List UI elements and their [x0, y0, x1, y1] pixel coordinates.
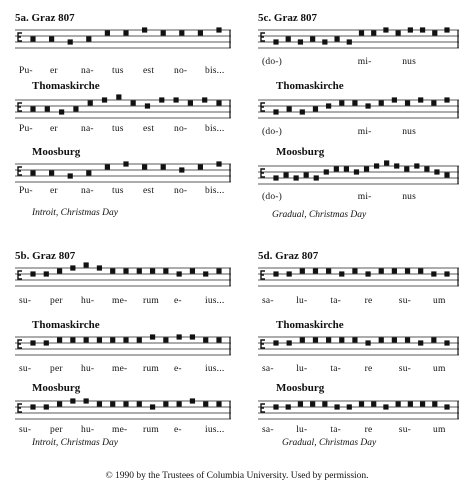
neume-note [414, 163, 419, 168]
music-staff [15, 24, 235, 48]
neume-note [420, 27, 425, 32]
neume-note [396, 30, 401, 35]
neume-note [84, 337, 89, 342]
lyric-syllable: um [433, 296, 446, 306]
lyric-syllable: e- [174, 364, 182, 374]
c-clef [261, 404, 265, 412]
neume-note [347, 404, 352, 409]
neume-note [444, 404, 449, 409]
lyric-syllable: e- [174, 425, 182, 435]
source-label: Thomaskirche [32, 319, 100, 331]
neume-note [163, 337, 168, 342]
neume-note [434, 169, 439, 174]
neume-note [110, 401, 115, 406]
neume-note [273, 404, 278, 409]
neume-note [371, 30, 376, 35]
neume-note [57, 337, 62, 342]
example-caption: Gradual, Christmas Day [282, 438, 377, 448]
music-staff [15, 331, 235, 355]
lyric-syllable: nus [402, 127, 417, 137]
lyric-syllable: tus [112, 186, 124, 196]
lyric-syllable: est [143, 124, 155, 134]
c-clef [18, 167, 22, 175]
lyric-syllable: bis... [205, 186, 225, 196]
neume-note [273, 39, 278, 44]
neume-note [110, 337, 115, 342]
lyric-syllable: su- [19, 296, 32, 306]
neume-note [179, 30, 184, 35]
neume-note [287, 271, 292, 276]
neume-note [408, 401, 413, 406]
neume-note [444, 97, 449, 102]
lyric-syllable: su- [19, 425, 32, 435]
neume-note [322, 39, 327, 44]
neume-note [163, 268, 168, 273]
neume-note [203, 401, 208, 406]
neume-note [190, 334, 195, 339]
c-clef [261, 33, 265, 41]
neume-note [365, 271, 370, 276]
lyric-syllable: sa- [262, 296, 274, 306]
lyric-syllable: ta- [330, 425, 342, 435]
source-label: Moosburg [276, 146, 325, 158]
music-staff [258, 262, 463, 286]
neume-note [424, 166, 429, 171]
neume-note [216, 401, 221, 406]
neume-note [203, 271, 208, 276]
lyric-syllable: no- [174, 124, 188, 134]
lyric-syllable: lu- [296, 296, 308, 306]
neume-note [161, 164, 166, 169]
lyric-syllable: (do-) [262, 192, 282, 202]
lyric-syllable: (do-) [262, 127, 282, 137]
neume-note [30, 36, 35, 41]
neume-note [322, 401, 327, 406]
neume-note [383, 404, 388, 409]
neume-note [88, 100, 93, 105]
music-staff [258, 24, 463, 48]
lyric-syllable: su- [19, 364, 32, 374]
neume-note [198, 30, 203, 35]
neume-note [30, 271, 35, 276]
neume-note [273, 109, 278, 114]
neume-note [294, 175, 299, 180]
example-caption: Introit, Christmas Day [32, 438, 118, 448]
neume-note [150, 334, 155, 339]
lyric-syllable: na- [81, 124, 94, 134]
neume-note [418, 268, 423, 273]
neume-note [408, 27, 413, 32]
neume-note [216, 337, 221, 342]
neume-note [86, 170, 91, 175]
lyric-syllable: lu- [296, 425, 308, 435]
neume-note [190, 398, 195, 403]
lyric-syllable: tus [112, 124, 124, 134]
neume-note [392, 268, 397, 273]
music-staff [258, 395, 463, 419]
neume-note [86, 36, 91, 41]
lyric-syllable: su- [398, 364, 412, 374]
neume-note [177, 334, 182, 339]
lyric-syllable: sa- [262, 425, 274, 435]
lyric-syllable: me- [112, 364, 128, 374]
neume-note [420, 401, 425, 406]
neume-note [49, 170, 54, 175]
neume-note [379, 100, 384, 105]
lyric-syllable: mi- [357, 57, 372, 67]
lyric-syllable: me- [112, 425, 128, 435]
neume-note [418, 340, 423, 345]
lyric-syllable: per [50, 296, 63, 306]
neume-note [313, 337, 318, 342]
neume-note [30, 170, 35, 175]
lyric-syllable: er [50, 66, 58, 76]
lyric-syllable: hu- [81, 425, 95, 435]
neume-note [444, 340, 449, 345]
neume-note [324, 169, 329, 174]
neume-note [444, 271, 449, 276]
lyric-syllable: re [364, 425, 373, 435]
neume-note [68, 39, 73, 44]
neume-note [84, 262, 89, 267]
neume-note [405, 337, 410, 342]
neume-note [70, 337, 75, 342]
lyric-syllable: ta- [330, 296, 342, 306]
neume-note [97, 337, 102, 342]
neume-note [142, 164, 147, 169]
neume-note [190, 268, 195, 273]
lyric-syllable: sa- [262, 364, 274, 374]
lyric-syllable: mi- [357, 192, 372, 202]
neume-note [383, 27, 388, 32]
lyric-syllable: est [143, 66, 155, 76]
neume-note [59, 109, 64, 114]
lyric-syllable: rum [143, 425, 159, 435]
neume-note [314, 175, 319, 180]
neume-note [326, 337, 331, 342]
neume-note [177, 401, 182, 406]
neume-note [334, 36, 339, 41]
lyric-syllable: est [143, 186, 155, 196]
neume-note [273, 340, 278, 345]
neume-note [202, 97, 207, 102]
c-clef [261, 271, 265, 279]
neume-note [30, 106, 35, 111]
lyric-syllable: nus [402, 192, 417, 202]
neume-note [432, 401, 437, 406]
neume-note [150, 404, 155, 409]
neume-note [405, 268, 410, 273]
neume-note [364, 166, 369, 171]
neume-note [45, 106, 50, 111]
neume-note [287, 106, 292, 111]
neume-note [283, 172, 288, 177]
neume-note [359, 401, 364, 406]
neume-note [49, 36, 54, 41]
music-staff [15, 395, 235, 419]
neume-note [394, 163, 399, 168]
lyric-syllable: er [50, 124, 58, 134]
example-caption: Gradual, Christmas Day [272, 210, 367, 220]
source-label: Thomaskirche [276, 80, 344, 92]
neume-note [396, 401, 401, 406]
music-staff [15, 94, 235, 118]
example-caption: Introit, Christmas Day [32, 208, 118, 218]
neume-note [105, 164, 110, 169]
c-clef [18, 103, 22, 111]
lyric-syllable: bis... [205, 124, 225, 134]
neume-note [142, 27, 147, 32]
neume-note [123, 337, 128, 342]
neume-note [300, 268, 305, 273]
lyric-syllable: ius... [205, 425, 225, 435]
lyric-syllable: tus [112, 66, 124, 76]
neume-note [392, 97, 397, 102]
c-clef [18, 271, 22, 279]
example-heading: 5b. Graz 807 [15, 250, 76, 262]
neume-note [334, 404, 339, 409]
lyric-syllable: re [364, 364, 373, 374]
neume-note [374, 163, 379, 168]
neume-note [57, 401, 62, 406]
neume-note [137, 337, 142, 342]
neume-note [123, 161, 128, 166]
lyric-syllable: um [433, 425, 446, 435]
neume-note [310, 401, 315, 406]
neume-note [392, 337, 397, 342]
neume-note [339, 337, 344, 342]
lyric-syllable: per [50, 364, 63, 374]
neume-note [163, 401, 168, 406]
neume-note [123, 30, 128, 35]
lyric-syllable: no- [174, 66, 188, 76]
neume-note [326, 268, 331, 273]
music-staff [15, 158, 235, 182]
neume-note [432, 30, 437, 35]
neume-note [300, 109, 305, 114]
neume-note [379, 268, 384, 273]
neume-note [404, 166, 409, 171]
lyric-syllable: no- [174, 186, 188, 196]
lyric-syllable: na- [81, 186, 94, 196]
example-heading: 5a. Graz 807 [15, 12, 75, 24]
neume-note [73, 106, 78, 111]
music-staff [258, 160, 463, 184]
neume-note [116, 94, 121, 99]
neume-note [304, 172, 309, 177]
lyric-syllable: re [364, 296, 373, 306]
lyric-syllable: Pu- [19, 186, 33, 196]
neume-note [405, 100, 410, 105]
neume-note [444, 172, 449, 177]
c-clef [18, 404, 22, 412]
c-clef [261, 103, 265, 111]
neume-note [339, 100, 344, 105]
neume-note [70, 265, 75, 270]
neume-note [286, 36, 291, 41]
neume-note [344, 166, 349, 171]
lyric-syllable: rum [143, 364, 159, 374]
lyric-syllable: Pu- [19, 124, 33, 134]
neume-note [150, 268, 155, 273]
music-staff [15, 262, 235, 286]
music-staff [258, 331, 463, 355]
lyric-syllable: ius... [205, 296, 225, 306]
lyric-syllable: lu- [296, 364, 308, 374]
neume-note [188, 100, 193, 105]
lyric-syllable: rum [143, 296, 159, 306]
copyright-notice: © 1990 by the Trustees of Columbia University. Used by permission. [105, 471, 369, 481]
lyric-syllable: Pu- [19, 66, 33, 76]
neume-note [44, 271, 49, 276]
neume-note [44, 340, 49, 345]
lyric-syllable: su- [398, 425, 412, 435]
neume-note [68, 173, 73, 178]
neume-note [354, 169, 359, 174]
neume-note [137, 268, 142, 273]
neume-note [30, 340, 35, 345]
neume-note [216, 268, 221, 273]
neume-note [44, 404, 49, 409]
neume-note [365, 103, 370, 108]
neume-note [70, 398, 75, 403]
neume-note [273, 175, 278, 180]
lyric-syllable: per [50, 425, 63, 435]
neume-note [216, 161, 221, 166]
music-staff [258, 94, 463, 118]
neume-note [84, 398, 89, 403]
lyric-syllable: mi- [357, 127, 372, 137]
neume-note [216, 27, 221, 32]
neume-note [339, 271, 344, 276]
neume-note [159, 97, 164, 102]
lyric-syllable: hu- [81, 296, 95, 306]
neume-note [110, 268, 115, 273]
neume-note [365, 340, 370, 345]
lyric-syllable: bis... [205, 66, 225, 76]
neume-note [286, 404, 291, 409]
neume-note [97, 401, 102, 406]
neume-note [123, 401, 128, 406]
neume-note [371, 401, 376, 406]
neume-note [352, 268, 357, 273]
source-label: Thomaskirche [276, 319, 344, 331]
lyric-syllable: e- [174, 296, 182, 306]
lyric-syllable: er [50, 186, 58, 196]
neume-note [418, 97, 423, 102]
lyric-syllable: na- [81, 66, 94, 76]
lyric-syllable: um [433, 364, 446, 374]
neume-note [334, 166, 339, 171]
lyric-syllable: ta- [330, 364, 342, 374]
neume-note [57, 268, 62, 273]
neume-note [298, 401, 303, 406]
c-clef [18, 33, 22, 41]
neume-note [137, 401, 142, 406]
lyric-syllable: hu- [81, 364, 95, 374]
lyric-syllable: (do-) [262, 57, 282, 67]
c-clef [18, 340, 22, 348]
source-label: Moosburg [32, 146, 81, 158]
source-label: Thomaskirche [32, 80, 100, 92]
neume-note [313, 268, 318, 273]
neume-note [326, 103, 331, 108]
neume-note [379, 337, 384, 342]
source-label: Moosburg [32, 382, 81, 394]
neume-note [384, 160, 389, 165]
lyric-syllable: me- [112, 296, 128, 306]
neume-note [30, 404, 35, 409]
source-label: Moosburg [276, 382, 325, 394]
neume-note [173, 97, 178, 102]
neume-note [431, 100, 436, 105]
neume-note [273, 271, 278, 276]
example-heading: 5c. Graz 807 [258, 12, 317, 24]
neume-note [310, 36, 315, 41]
neume-note [313, 106, 318, 111]
neume-note [97, 265, 102, 270]
c-clef [261, 169, 265, 177]
lyric-syllable: nus [402, 57, 417, 67]
neume-note [203, 337, 208, 342]
neume-note [359, 30, 364, 35]
neume-note [300, 337, 305, 342]
neume-note [216, 100, 221, 105]
lyric-syllable: ius... [205, 364, 225, 374]
neume-note [198, 164, 203, 169]
neume-note [347, 39, 352, 44]
lyric-syllable: su- [398, 296, 412, 306]
example-heading: 5d. Graz 807 [258, 250, 319, 262]
neume-note [161, 30, 166, 35]
neume-note [102, 97, 107, 102]
neume-note [105, 30, 110, 35]
c-clef [261, 340, 265, 348]
neume-note [131, 100, 136, 105]
neume-note [352, 100, 357, 105]
neume-note [298, 39, 303, 44]
neume-note [177, 271, 182, 276]
neume-note [352, 337, 357, 342]
neume-note [444, 27, 449, 32]
neume-note [431, 337, 436, 342]
neume-note [123, 268, 128, 273]
neume-note [287, 340, 292, 345]
neume-note [179, 167, 184, 172]
neume-note [431, 271, 436, 276]
neume-note [145, 103, 150, 108]
